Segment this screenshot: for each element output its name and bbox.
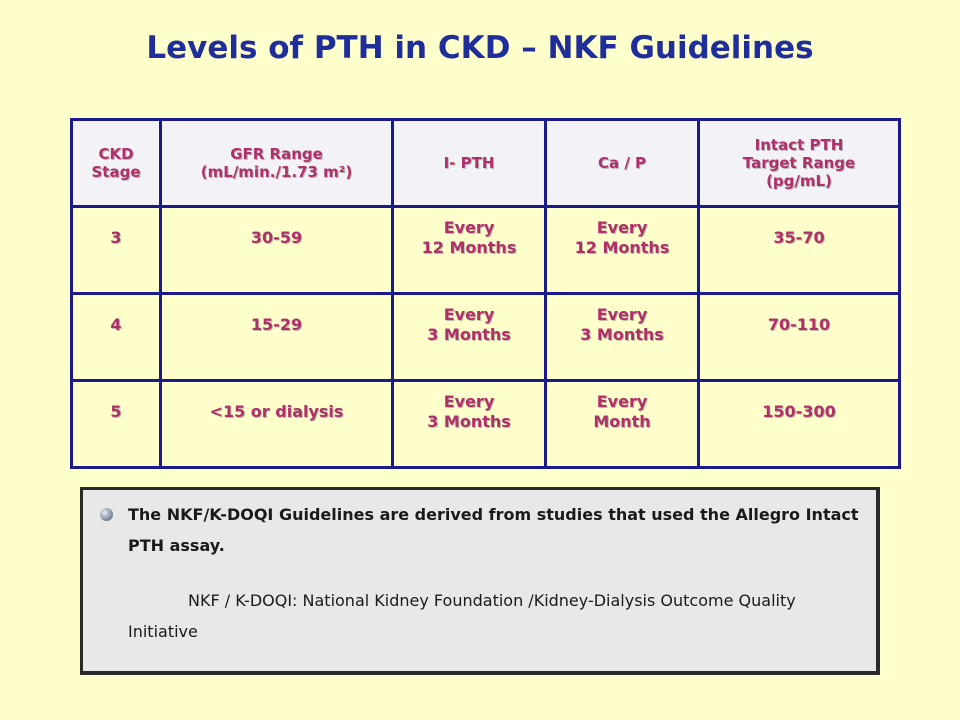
table-header-row [72,120,900,207]
table-row [72,207,900,294]
footnote-box [80,487,880,675]
footnote-abbreviation-text: NKF / K-DOQI: National Kidney Foundation /Kidney-Dialysis Outcome Quality Initiative [128,591,796,641]
header-ca-p: Ca / P [546,120,699,207]
cell-i-pth-frequency: Every 12 Months [393,207,546,294]
cell-gfr-range: 15-29 [161,294,393,381]
cell-gfr-range: <15 or dialysis [161,381,393,468]
footnote-main-text: The NKF/K-DOQI Guidelines are derived from studies that used the Allegro Intact PTH assay. [128,505,859,555]
cell-stage: 4 [72,294,161,381]
cell-target-range: 70-110 [699,294,900,381]
slide-title: Levels of PTH in CKD – NKF Guidelines [146,30,814,66]
cell-i-pth-frequency: Every 3 Months [393,294,546,381]
cell-stage: 3 [72,207,161,294]
cell-i-pth-frequency: Every 3 Months [393,381,546,468]
table-row [72,294,900,381]
cell-target-range: 35-70 [699,207,900,294]
header-intact-pth-target: Intact PTH Target Range (pg/mL) [699,120,900,207]
bullet-icon [100,508,113,521]
header-i-pth: I- PTH [393,120,546,207]
cell-ca-p-frequency: Every 3 Months [546,294,699,381]
header-ckd-stage: CKD Stage [72,120,161,207]
table-row [72,381,900,468]
cell-stage: 5 [72,381,161,468]
cell-ca-p-frequency: Every 12 Months [546,207,699,294]
cell-gfr-range: 30-59 [161,207,393,294]
pth-guidelines-table [70,118,901,469]
header-gfr-range: GFR Range (mL/min./1.73 m²) [161,120,393,207]
cell-ca-p-frequency: Every Month [546,381,699,468]
cell-target-range: 150-300 [699,381,900,468]
